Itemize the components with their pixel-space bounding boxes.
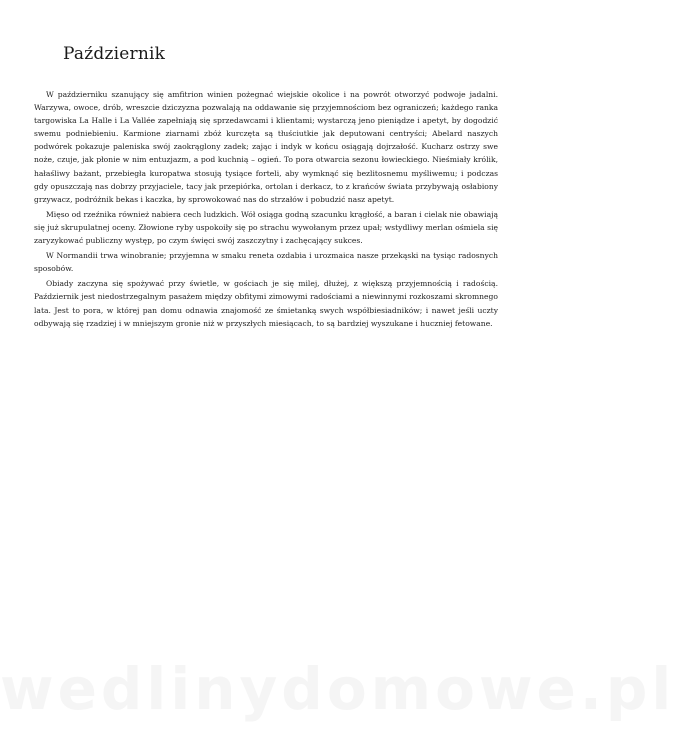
page-title: Październik: [63, 44, 166, 64]
body-text: [34, 88, 498, 332]
paragraph: W październiku szanujący się amfitrion winien pożegnać wiejskie okolice i na powrót otworzyć podwoje jadalni. Warzywa, owoce, drób, wreszcie dziczyzna pozwalają na oddawanie się przyjemnościom bez ograniczeń; każdego ranka targowiska La Halle i La Vallée zapełniają się sprzedawcami i klientami; wystarczą jeno pieniądze i apetyt, by dogodzić swemu podniebieniu. Karmione ziarnami zbóż kurczęta są tłuściutkie jak deputowani centryści; Abelard naszych podwórek pokazuje paleniska swój zaokrąglony zadek; zając i indyk w końcu osiągają dojrzałość. Kucharz ostrzy swe noże, czuje, jak płonie w nim entuzjazm, a pod kuchnią – ogień. To pora otwarcia sezonu łowieckiego. Nieśmiały królik, hałaśliwy bażant, przebiegła kuropatwa stosują tysiące forteli, aby wymknąć się bezlitosnemu myśliwemu; i podczas gdy opuszczają nas dobrzy przyjaciele, tacy jak przepiórka, ortolan i derkacz, to z krańców świata przybywają osłabiony grzywacz, podróżnik bekas i kaczka, by sprowokować nas do strzałów i pobudzić nasz apetyt.: [34, 90, 498, 204]
watermark: wedlinydomowe.pl: [0, 655, 675, 723]
paragraph: W Normandii trwa winobranie; przyjemna w smaku reneta ozdabia i urozmaica nasze przekąski na tysiąc radosnych sposobów.: [34, 251, 498, 274]
paragraph: Obiady zaczyna się spożywać przy świetle, w gościach je się milej, dłużej, z większą przyjemnością i radością. Październik jest niedostrzegalnym pasażem między obfitymi zimowymi radościami a niewinnymi rozkoszami skromnego lata. Jest to pora, w której pan domu odnawia znajomość ze śmietanką swych współbiesiadników; i nawet jeśli uczty odbywają się rzadziej i w mniejszym gronie niż w przyszłych miesiącach, to są bardziej wyszukane i huczniej fetowane.: [34, 279, 498, 328]
paragraph: Mięso od rzeźnika również nabiera cech ludzkich. Wół osiąga godną szacunku krągłość, a baran i cielak nie obawiają się już skrupulatnej oceny. Złowione ryby uspokoiły się po strachu wywołanym przez upał; wstydliwy merlan ośmiela się zaryzykować publiczny występ, po czym święci swój zaszczytny i zachęcający sukces.: [34, 209, 498, 246]
